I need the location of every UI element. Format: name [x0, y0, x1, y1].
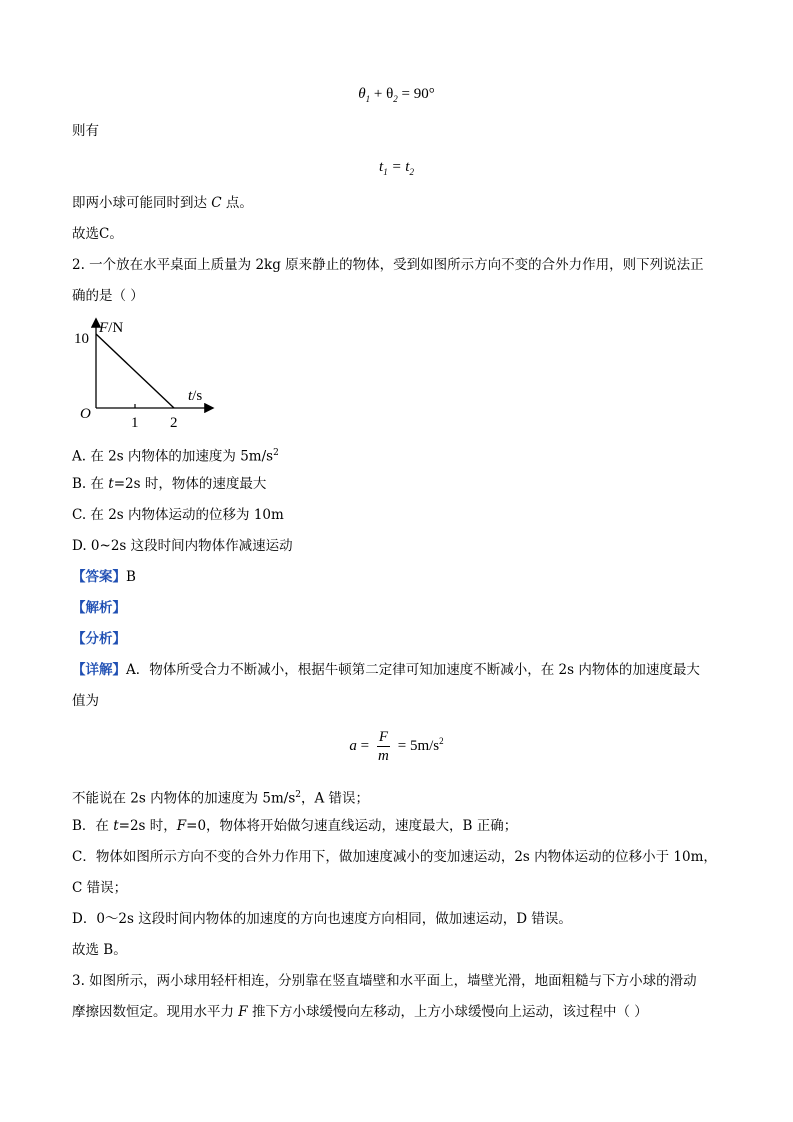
time-equation [0, 157, 793, 182]
explain-l2-t: t [113, 818, 119, 834]
both-pre: 即两小球可能同时到达 [72, 195, 212, 211]
fraction-f-over-m [377, 728, 390, 765]
y-tick-10: 10 [74, 331, 89, 347]
q3-line2-pre: 摩擦因数恒定。现用水平力 [72, 1004, 239, 1020]
detail-line1: A．物体所受合力不断减小，根据牛顿第二定律可知加速度不断减小，在 2s 内物体的加速度最大 [126, 662, 700, 678]
x-axis-label: t/s [188, 388, 203, 404]
option-b-post: =2s 时，物体的速度最大 [113, 476, 267, 492]
q3-line2-f: F [238, 1004, 248, 1020]
accel-equation [0, 722, 793, 765]
x-tick-label-2: 2 [170, 415, 178, 431]
force-time-graph [72, 314, 222, 432]
explain-l2-pre: B．在 [72, 818, 114, 834]
explain-l2 [72, 816, 517, 836]
text-then: 则有 [72, 123, 99, 139]
eq-rhs: = 90° [397, 86, 435, 102]
y-axis-label: F/N [99, 320, 124, 336]
both-post: 点。 [221, 195, 253, 211]
fraction-num: F [378, 729, 388, 746]
detail-row [72, 660, 700, 680]
eq-plus-theta2: + θ [370, 86, 394, 102]
explain-l2-post: =0，物体将开始做匀速直线运动，速度最大，B 正确； [186, 818, 518, 834]
q3-line1: 3. 如图所示，两小球用轻杆相连，分别靠在竖直墙壁和水平面上，墙壁光滑，地面粗糙与下方小球的滑动 [72, 973, 697, 989]
detail-label: 【详解】 [72, 662, 126, 678]
answer-value: B [126, 569, 136, 585]
detail-line2: 值为 [72, 693, 99, 709]
q2-line2: 确的是（ ） [72, 288, 144, 304]
eq-result-sup: 2 [439, 736, 444, 746]
option-d: D. 0~2s 这段时间内物体作减速运动 [72, 538, 293, 554]
explain-l6: 故选 B。 [72, 942, 127, 958]
x-tick-label-1: 1 [131, 415, 139, 431]
point-c: C [211, 195, 222, 211]
analysis-row [72, 598, 126, 618]
eq-result: = 5m/s [394, 738, 440, 754]
eq-sub1: 1 [365, 94, 371, 104]
q2-line1: 2. 一个放在水平桌面上质量为 2kg 原来静止的物体，受到如图所示方向不变的合外力作用，则下列说法正 [72, 257, 704, 273]
text-both-balls [72, 193, 253, 213]
analysis-label: 【解析】 [72, 600, 126, 616]
theta-equation [0, 84, 793, 109]
explain-l1-sup: 2 [295, 790, 301, 800]
option-a [72, 443, 279, 467]
force-line [96, 334, 174, 408]
explain-l2-mid: =2s 时， [118, 818, 177, 834]
explain-l1 [72, 785, 369, 809]
eq-t1: t [379, 159, 384, 175]
explain-l1-pre: 不能说在 2s 内物体的加速度为 5m/s [72, 790, 296, 807]
answer-label: 【答案】 [72, 569, 126, 585]
eq-t-sub2: 2 [409, 167, 414, 177]
q3-line2 [72, 1002, 648, 1022]
eq-theta1: θ [358, 86, 366, 102]
eq-a: a [349, 738, 357, 754]
eq-t-sub1: 1 [383, 167, 388, 177]
fenxi-row [72, 629, 126, 649]
explain-l3: C．物体如图所示方向不变的合外力作用下，做加速度减小的变加速运动，2s 内物体运动的位移小于 10m， [72, 849, 717, 865]
origin-label: O [80, 406, 91, 422]
answer-row [72, 567, 136, 587]
explain-l1-post: ，A 错误； [301, 790, 370, 807]
option-c: C. 在 2s 内物体运动的位移为 10m [72, 507, 284, 523]
option-b-t: t [108, 476, 114, 492]
eq-sub2: 2 [393, 94, 398, 104]
fraction-den: m [377, 748, 389, 765]
option-a-text: A. 在 2s 内物体的加速度为 5m/s [72, 448, 274, 465]
eq-equals: = [356, 738, 373, 754]
explain-l5: D．0～2s 这段时间内物体的加速度的方向也速度方向相同，做加速运动，D 错误。 [72, 911, 572, 927]
eq-equals-t2: = t [387, 159, 410, 175]
fenxi-label: 【分析】 [72, 631, 126, 647]
explain-l2-f: F [176, 818, 187, 834]
option-a-sup: 2 [273, 448, 279, 458]
text-choose-c: 故选C。 [72, 226, 123, 242]
explain-l4: C 错误； [72, 880, 128, 896]
option-b [72, 474, 266, 494]
option-b-pre: B. 在 [72, 476, 109, 492]
q3-line2-post: 推下方小球缓慢向左移动，上方小球缓慢向上运动，该过程中（ ） [247, 1004, 648, 1020]
